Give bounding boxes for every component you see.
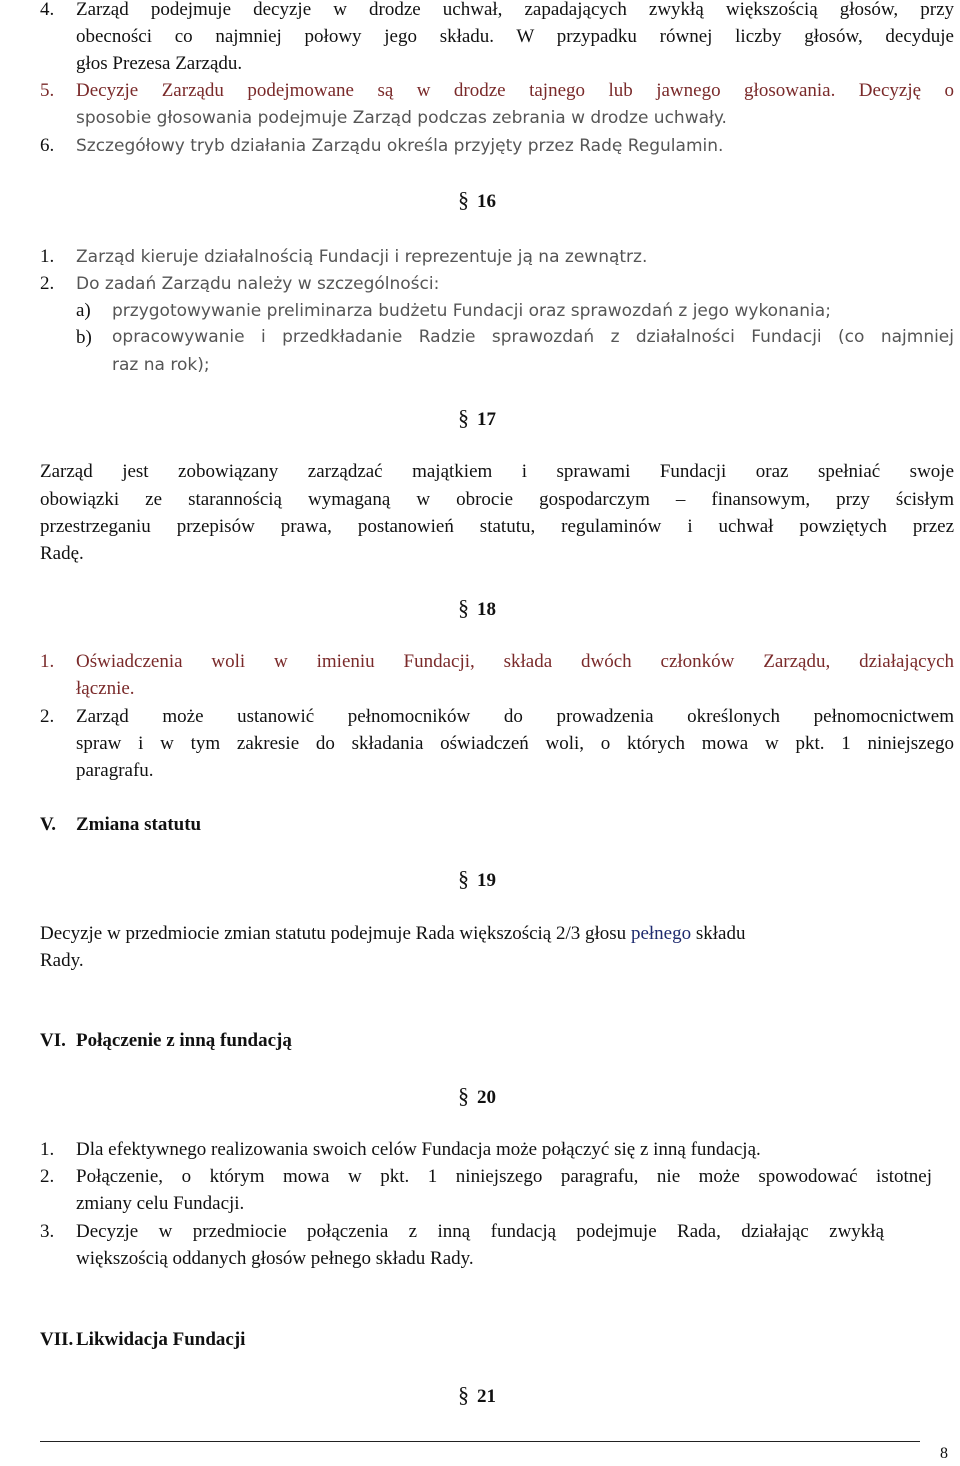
item-line: przygotowywanie preliminarza budżetu Fundacji oraz sprawozdań z jego wykonania; [112,301,831,321]
section-symbol: § [458,1083,469,1108]
section-heading-21 [458,1381,496,1411]
item-number: 3. [40,1221,55,1242]
section-heading-16 [458,186,496,216]
item-line: Szczegółowy tryb działania Zarządu określa przyjęty przez Radę Regulamin. [76,136,724,156]
item-line: spraw i w tym zakresie do składania oświadczeń woli, o których mowa w pkt. 1 niniejszego [76,733,954,754]
item-label: a) [76,300,91,321]
paragraph-line: przestrzeganiu przepisów prawa, postanowień statutu, regulaminów i uchwał powziętych przez [40,516,954,537]
item-line: większością oddanych głosów pełnego składu Rady. [76,1248,474,1269]
item-number: 1. [40,246,55,267]
section-heading-20 [458,1082,496,1112]
section-number: 17 [477,409,496,430]
paragraph-line: Rady. [40,950,84,971]
page-number: 8 [940,1445,948,1462]
item-line: raz na rok); [112,355,210,375]
section-symbol: § [458,1382,469,1407]
item-number: 2. [40,706,55,727]
section-number: 20 [477,1087,496,1108]
text-run: składu [691,923,746,944]
footer-rule [40,1441,920,1442]
item-number: 2. [40,273,55,294]
section-number: 21 [477,1386,496,1407]
item-line: opracowywanie i przedkładanie Radzie sprawozdań z działalności Fundacji (co najmniej [112,327,954,347]
paragraph-line: Radę. [40,543,84,564]
text-run: Decyzje w przedmiocie zmian statutu podejmuje Rada większością 2/3 głosu [40,923,631,944]
paragraph-line: obowiązki ze starannością wymaganą w obrocie gospodarczym – finansowym, przy ścisłym [40,489,954,510]
item-line: Decyzje w przedmiocie połączenia z inną fundacją podejmuje Rada, działając zwykłą [76,1221,884,1242]
item-line: sposobie głosowania podejmuje Zarząd podczas zebrania w drodze uchwały. [76,108,727,128]
text-run-highlight: pełnego [630,923,692,944]
item-line: Zarząd może ustanowić pełnomocników do prowadzenia określonych pełnomocnictwem [76,706,954,727]
section-heading-19 [458,865,496,895]
item-label: b) [76,327,92,348]
chapter-title: Likwidacja Fundacji [76,1329,246,1350]
section-number: 16 [477,191,496,212]
item-line: Decyzje Zarządu podejmowane są w drodze tajnego lub jawnego głosowania. Decyzję o [76,80,954,101]
item-line: Zarząd kieruje działalnością Fundacji i reprezentuje ją na zewnątrz. [76,247,648,267]
chapter-number: V. [40,814,57,835]
section-number: 18 [477,599,496,620]
paragraph-line: Zarząd jest zobowiązany zarządzać majątkiem i sprawami Fundacji oraz spełniać swoje [40,461,954,482]
item-number: 4. [40,0,55,20]
item-number: 2. [40,1166,55,1187]
chapter-title: Zmiana statutu [76,814,202,835]
item-line: Do zadań Zarządu należy w szczególności: [76,274,440,294]
section-heading-18 [458,594,496,624]
chapter-number: VI. [40,1030,66,1051]
paragraph-line [40,920,745,948]
item-number: 5. [40,80,55,101]
item-line: Zarząd podejmuje decyzje w drodze uchwał, zapadających zwykłą większością głosów, przy [76,0,954,20]
item-line: Oświadczenia woli w imieniu Fundacji, składa dwóch członków Zarządu, działających [76,651,954,672]
section-heading-17 [458,404,496,434]
item-line: głos Prezesa Zarządu. [76,53,243,74]
section-symbol: § [458,595,469,620]
item-number: 1. [40,651,55,672]
item-line: zmiany celu Fundacji. [76,1193,245,1214]
item-number: 6. [40,135,55,156]
item-line: Połączenie, o którym mowa w pkt. 1 niniejszego paragrafu, nie może spowodować istotnej [76,1166,932,1187]
item-line: obecności co najmniej połowy jego składu. W przypadku równej liczby głosów, decyduje [76,26,954,47]
item-line: Dla efektywnego realizowania swoich celów Fundacja może połączyć się z inną fundacją. [76,1139,761,1160]
item-number: 1. [40,1139,55,1160]
section-number: 19 [477,870,496,891]
section-symbol: § [458,405,469,430]
chapter-title: Połączenie z inną fundacją [76,1030,292,1051]
section-symbol: § [458,866,469,891]
section-symbol: § [458,187,469,212]
item-line: paragrafu. [76,760,154,781]
chapter-number: VII. [40,1329,74,1350]
item-line: łącznie. [76,678,135,699]
